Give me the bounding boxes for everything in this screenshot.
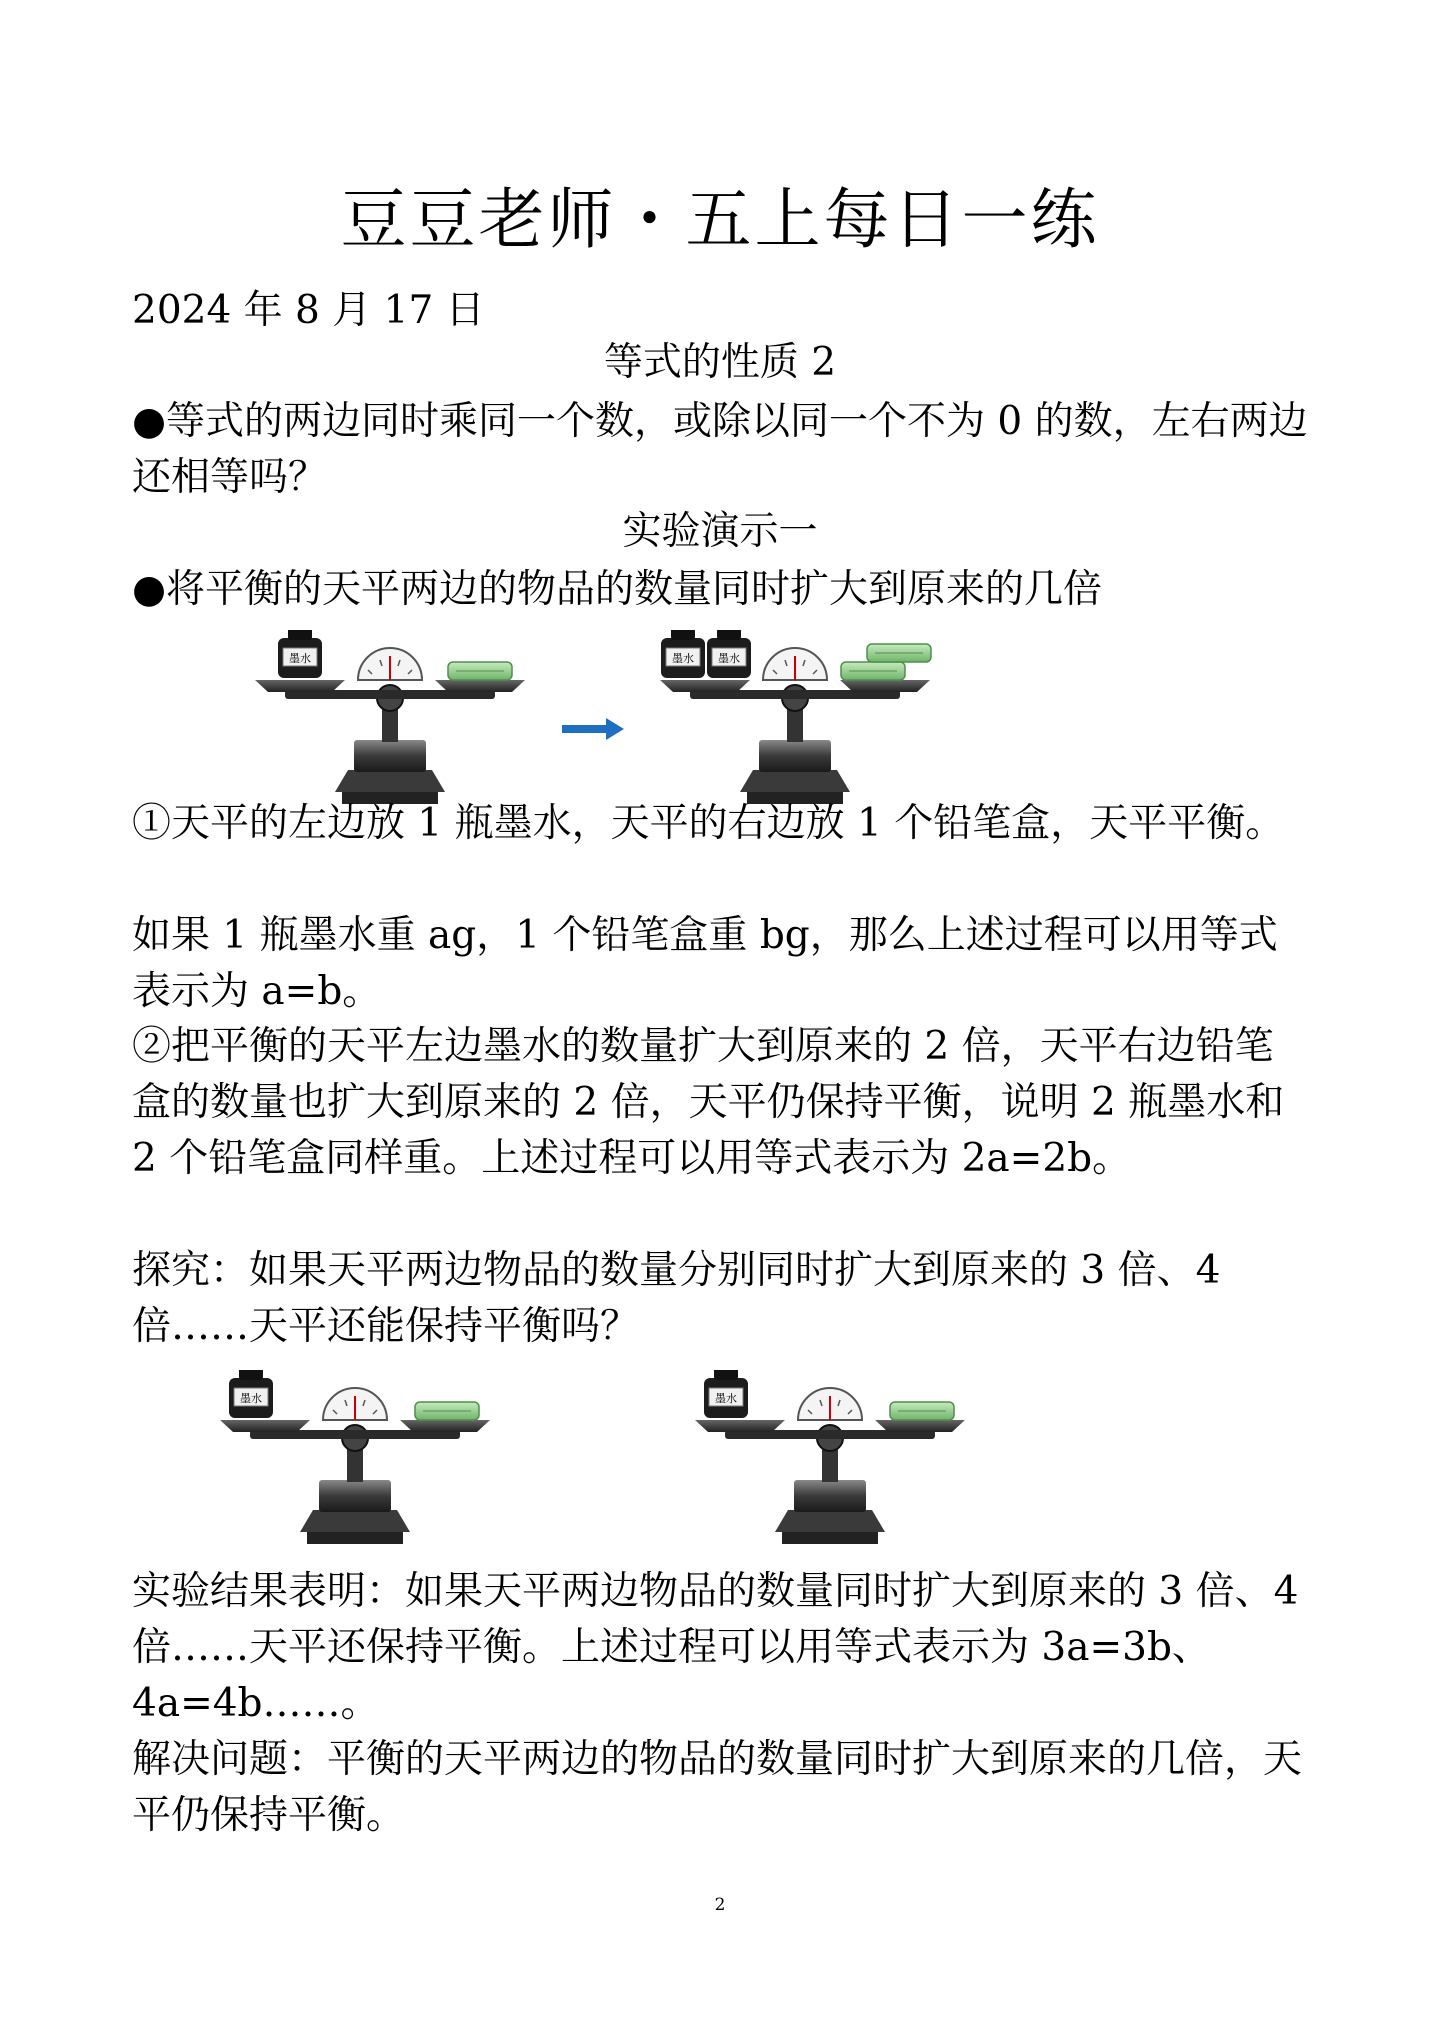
- pencil-case-icon: [890, 1402, 954, 1420]
- experiment-title: 实验演示一: [622, 509, 818, 554]
- pencil-case-icon: [841, 662, 905, 680]
- step-one-text: ①天平的左边放 1 瓶墨水，天平的右边放 1 个铅笔盒，天平平衡。: [132, 801, 1285, 846]
- pencil-case-icon: [415, 1402, 479, 1420]
- section-title: 等式的性质 2: [603, 340, 837, 385]
- ink-bottle-icon: [278, 630, 322, 678]
- svg-text:墨水: 墨水: [240, 1392, 262, 1405]
- balance-scale-two-pairs: [655, 630, 945, 806]
- step-one-equation: 如果 1 瓶墨水重 ag，1 个铅笔盒重 bg，那么上述过程可以用等式表示为 a=b。: [132, 913, 1278, 1014]
- svg-text:墨水: 墨水: [718, 652, 740, 665]
- arrow-right-icon: [562, 718, 624, 740]
- pencil-case-icon: [867, 644, 931, 662]
- svg-text:墨水: 墨水: [672, 652, 694, 665]
- svg-text:墨水: 墨水: [715, 1392, 737, 1405]
- page-number: 2: [714, 1895, 726, 1915]
- question-text: ●等式的两边同时乘同一个数，或除以同一个不为 0 的数，左右两边还相等吗？: [132, 399, 1308, 500]
- ink-bottle-icon: [229, 1370, 273, 1418]
- experiment-intro: ●将平衡的天平两边的物品的数量同时扩大到原来的几倍: [132, 567, 1103, 612]
- ink-bottle-icon: [661, 630, 705, 678]
- balance-scale-explore-left: [205, 1370, 505, 1546]
- balance-scale-explore-right: [680, 1370, 980, 1546]
- page-title: 豆豆老师・五上每日一练: [340, 181, 1100, 258]
- solution-text: 解决问题：平衡的天平两边的物品的数量同时扩大到原来的几倍，天平仍保持平衡。: [132, 1737, 1303, 1838]
- ink-bottle-icon: [707, 630, 751, 678]
- explore-text: 探究：如果天平两边物品的数量分别同时扩大到原来的 3 倍、4 倍……天平还能保持平衡吗？: [132, 1248, 1221, 1349]
- result-text: 实验结果表明：如果天平两边物品的数量同时扩大到原来的 3 倍、4 倍……天平还保持平衡。上述过程可以用等式表示为 3a=3b、4a=4b……。: [132, 1569, 1299, 1726]
- ink-bottle-icon: [704, 1370, 748, 1418]
- date-line: 2024 年 8 月 17 日: [132, 288, 485, 333]
- pencil-case-icon: [448, 662, 512, 680]
- step-two-text: ②把平衡的天平左边墨水的数量扩大到原来的 2 倍，天平右边铅笔盒的数量也扩大到原来的 2 倍，天平仍保持平衡，说明 2 瓶墨水和 2 个铅笔盒同样重。上述过程可以用等式表示为 2a=2b。: [132, 1024, 1285, 1181]
- balance-scale-one-pair: [250, 630, 530, 806]
- svg-text:墨水: 墨水: [289, 652, 311, 665]
